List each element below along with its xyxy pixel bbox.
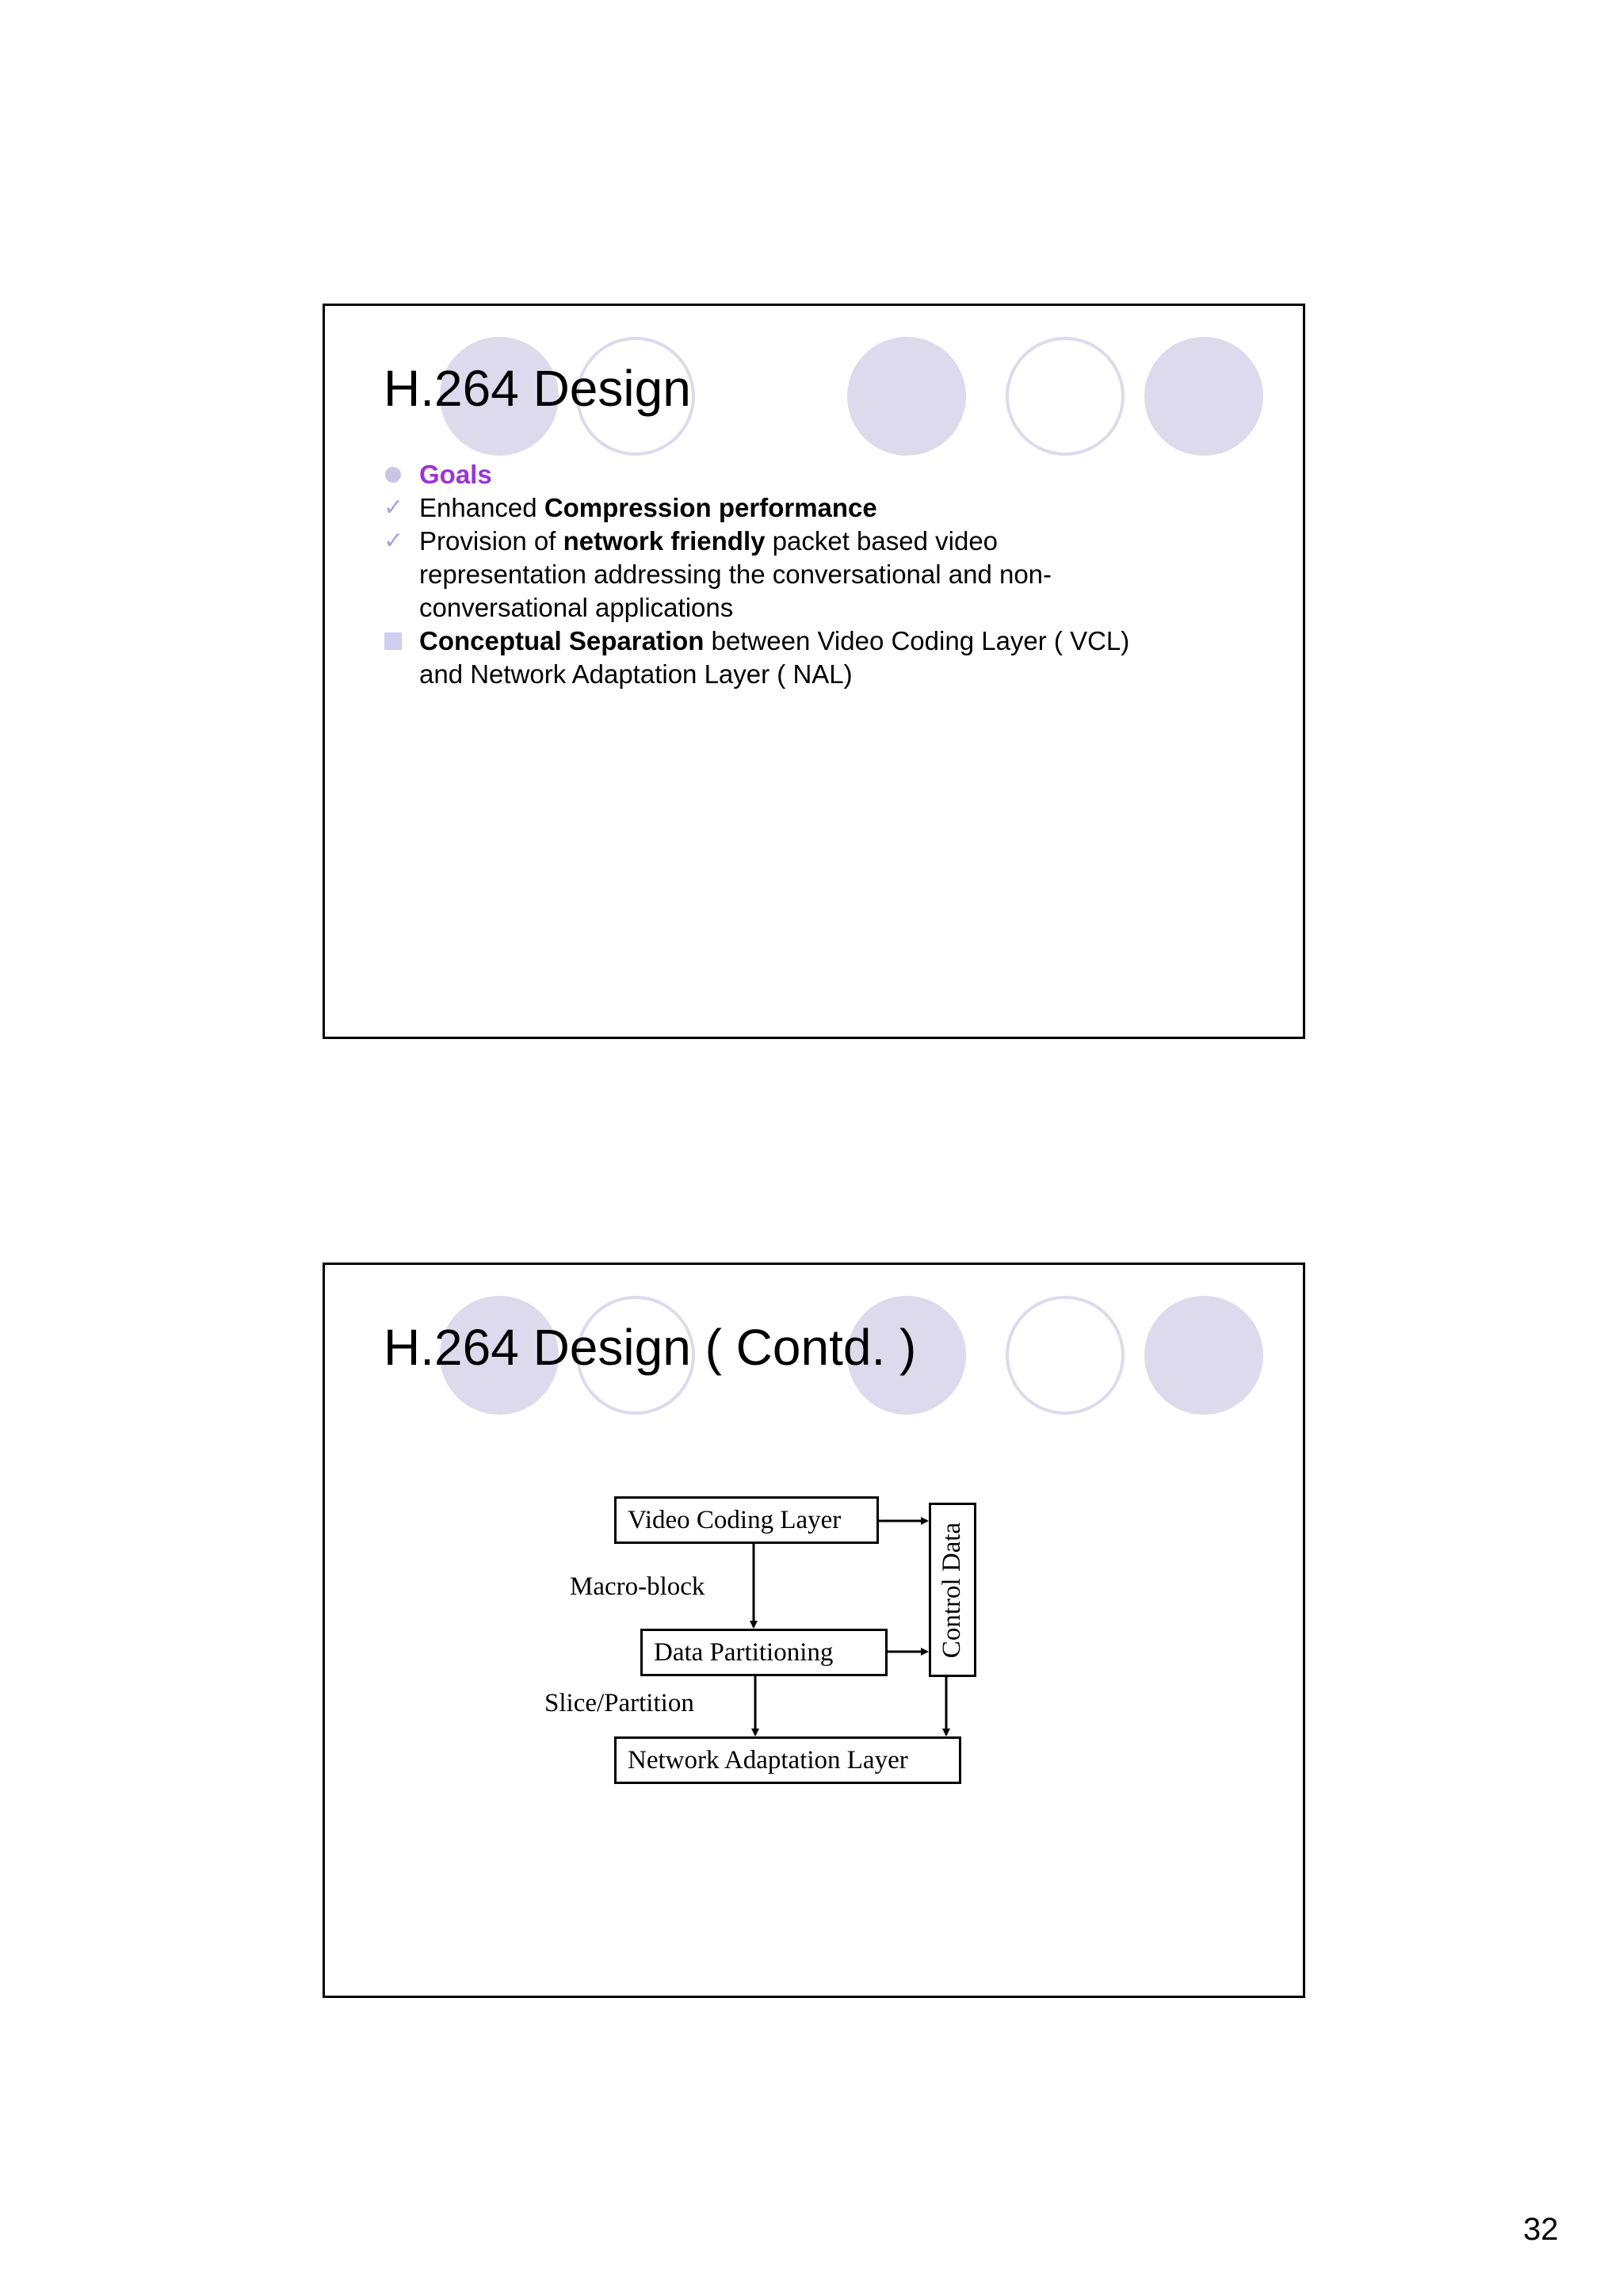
control-data-box xyxy=(929,1503,976,1677)
goals-label: Goals xyxy=(419,460,492,489)
box-label: Data Partitioning xyxy=(654,1637,834,1667)
slide-h264-design xyxy=(323,304,1305,1039)
box-label: Network Adaptation Layer xyxy=(628,1745,908,1775)
bullet-text: and Network Adaptation Layer ( NAL) xyxy=(419,659,853,689)
decorative-circle-filled xyxy=(1144,337,1263,456)
bullet-emphasis: Conceptual Separation xyxy=(419,626,705,655)
circle-bullet-icon xyxy=(384,458,407,491)
bullet-text: between Video Coding Layer ( VCL) xyxy=(704,626,1130,655)
decorative-circle-ring xyxy=(1006,337,1125,456)
box-label: Video Coding Layer xyxy=(628,1505,842,1534)
bullet-text: packet based video xyxy=(765,526,999,556)
check-mark-icon: ✓ xyxy=(384,494,404,521)
bullet-text: representation addressing the conversational and non- xyxy=(419,560,1052,589)
macro-block-label: Macro-block xyxy=(570,1572,705,1601)
slide-title: H.264 Design xyxy=(384,360,691,417)
network-adaptation-layer-box xyxy=(614,1736,961,1784)
page-number: 32 xyxy=(1523,2212,1559,2247)
bullet-list xyxy=(384,458,1255,691)
slice-partition-label: Slice/Partition xyxy=(544,1689,694,1717)
bullet-compression xyxy=(384,491,1255,525)
bullet-text: Provision of xyxy=(419,526,563,556)
box-label: Control Data xyxy=(938,1522,967,1658)
bullet-text: conversational applications xyxy=(419,593,734,622)
bullet-text: Enhanced xyxy=(419,493,544,522)
video-coding-layer-box xyxy=(614,1496,879,1544)
slide-title: H.264 Design ( Contd. ) xyxy=(384,1319,917,1376)
bullet-emphasis: network friendly xyxy=(563,526,766,556)
bullet-emphasis: Compression performance xyxy=(544,493,877,522)
bullet-goals xyxy=(384,458,1255,491)
bullet-conceptual-separation xyxy=(384,625,1255,691)
layer-diagram xyxy=(325,1265,1305,1998)
bullet-network-friendly xyxy=(384,525,1255,625)
check-mark-icon: ✓ xyxy=(384,527,404,555)
decorative-circle-filled xyxy=(847,337,966,456)
square-bullet-icon xyxy=(384,625,407,658)
data-partitioning-box xyxy=(640,1629,888,1676)
slide-h264-design-contd xyxy=(323,1263,1305,1998)
